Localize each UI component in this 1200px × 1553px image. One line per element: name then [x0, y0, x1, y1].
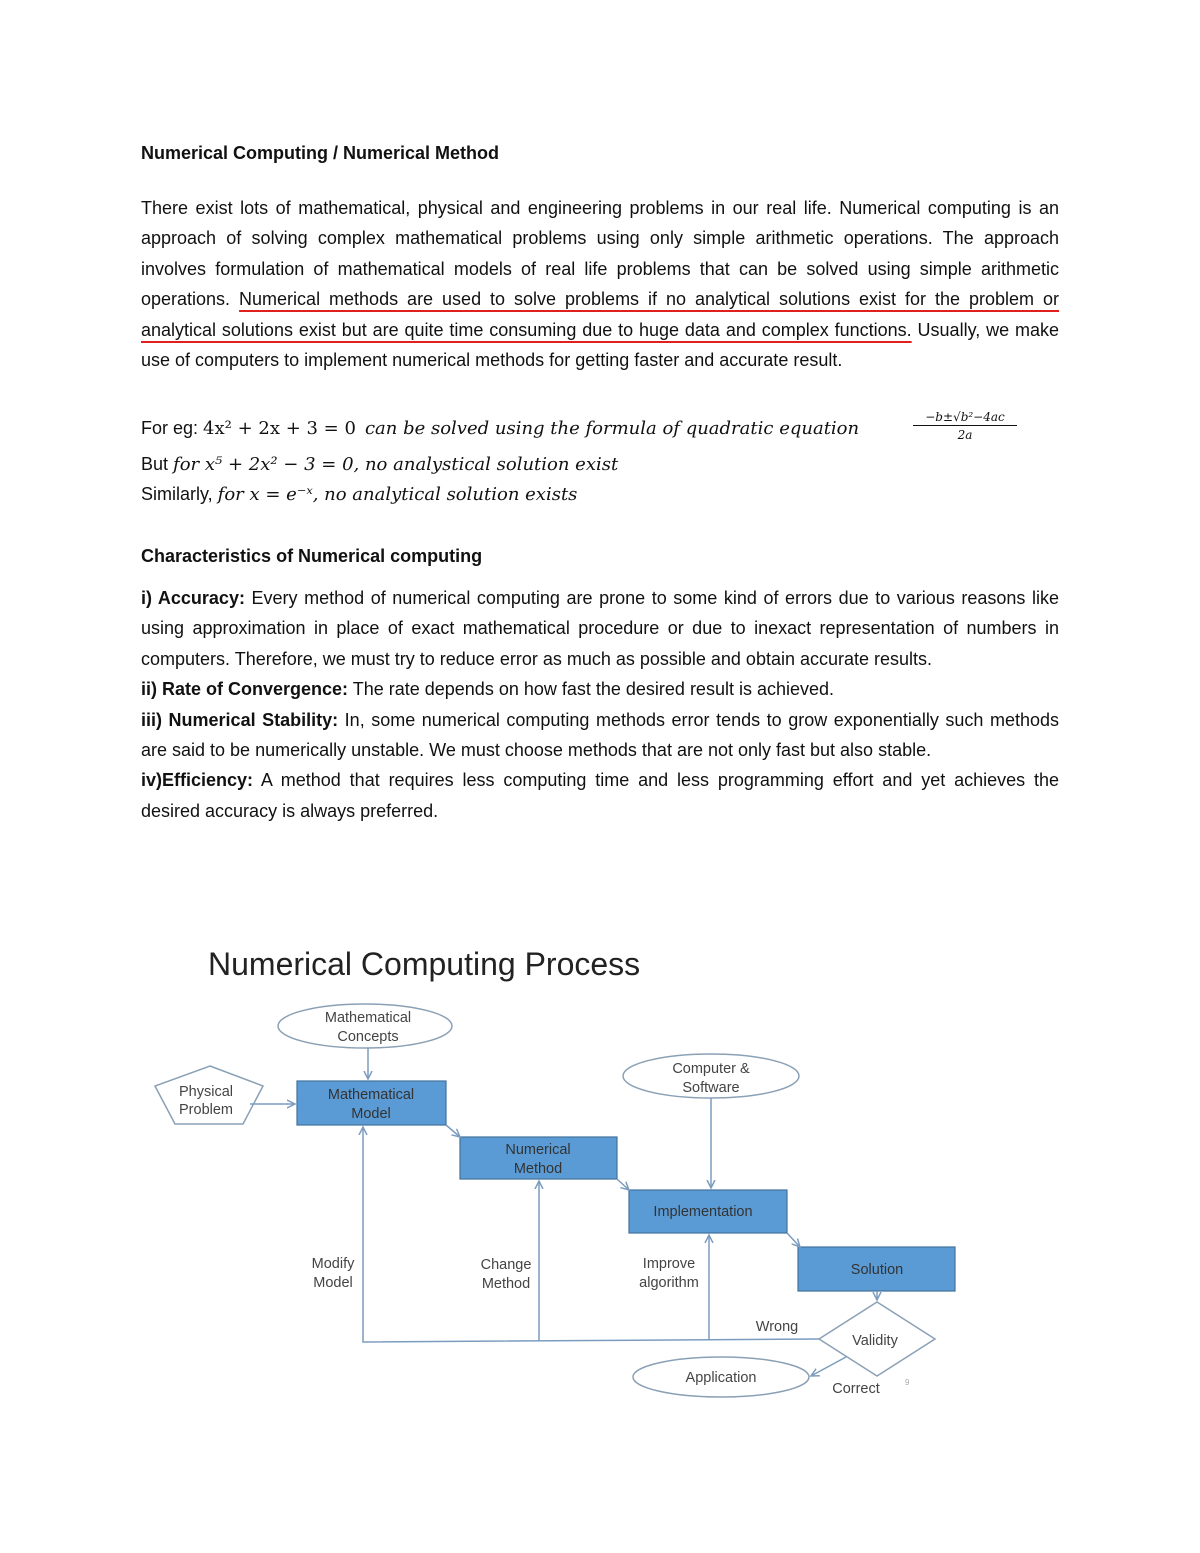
- label-change-method: [481, 1257, 532, 1292]
- underlined-text: Numerical methods are used to solve problems if no analytical solutions exist for the problem or analytical solutions exist but are quite time consuming due to huge data and complex functions.: [141, 289, 1060, 340]
- svg-text:Computer &: Computer &: [672, 1061, 750, 1077]
- example-1-text: can be solved using the formula of quadratic equation: [364, 418, 860, 439]
- diagram-title: Numerical Computing Process: [208, 946, 641, 982]
- svg-text:Validity: Validity: [852, 1333, 898, 1349]
- node-mathematical-model: [297, 1081, 446, 1125]
- svg-text:Method: Method: [513, 1161, 563, 1177]
- page-title: Numerical Computing / Numerical Method: [141, 143, 500, 163]
- label-modify-model: [312, 1256, 355, 1291]
- example-3-prefix: Similarly,: [141, 484, 218, 504]
- characteristic-label: ii) Rate of Convergence:: [141, 679, 349, 700]
- example-2-prefix: But: [141, 454, 174, 474]
- svg-text:Mathematical: Mathematical: [327, 1087, 415, 1103]
- characteristic-text: In, some numerical computing methods error tends to grow exponentially such methods are said to be numerically unstable. We must choose methods that are not only fast but also stable.: [141, 709, 1060, 761]
- node-validity: [819, 1302, 935, 1376]
- label-correct: Correct: [832, 1381, 880, 1397]
- example-3-math: for x = e⁻ˣ, no analytical solution exists: [217, 484, 578, 505]
- svg-text:Solution: Solution: [850, 1262, 904, 1278]
- slide-number: 9: [905, 1378, 910, 1387]
- characteristic-label: i) Accuracy:: [141, 588, 245, 608]
- svg-text:Problem: Problem: [179, 1102, 233, 1118]
- svg-text:algorithm: algorithm: [639, 1275, 699, 1291]
- characteristic-label: iii) Numerical Stability:: [141, 709, 339, 730]
- example-1-prefix: For eg:: [141, 418, 204, 438]
- characteristic-text: Every method of numerical computing are prone to some kind of errors due to various reasons like using approximation in place of exact mathematical procedure or due to inexact representation of numbers in computers. Therefore, we must try to reduce error as much as possible and obtain accurate results.: [141, 588, 1060, 669]
- label-improve-algorithm: [639, 1256, 699, 1291]
- characteristic-label: iv)Efficiency:: [141, 770, 254, 791]
- svg-text:Method: Method: [481, 1276, 531, 1292]
- example-1-equation: 4x² + 2x + 3 = 0: [203, 418, 356, 439]
- node-physical-problem: [155, 1066, 263, 1124]
- svg-text:Numerical: Numerical: [505, 1142, 571, 1158]
- node-application: [633, 1357, 809, 1397]
- svg-text:Mathematical: Mathematical: [324, 1010, 412, 1026]
- characteristics-heading: Characteristics of Numerical computing: [141, 546, 483, 566]
- label-wrong: Wrong: [755, 1319, 799, 1335]
- svg-text:Concepts: Concepts: [337, 1029, 399, 1045]
- svg-text:Model: Model: [313, 1275, 353, 1291]
- example-2-math: for x⁵ + 2x² − 3 = 0, no analystical solution exist: [173, 454, 619, 475]
- node-mathematical-concepts: [278, 1004, 452, 1048]
- characteristic-text: The rate depends on how fast the desired result is achieved.: [348, 679, 835, 700]
- intro-text: There exist lots of mathematical, physical and engineering problems in our real life. Numerical computing is an approach of solving complex mathematical problems using only simple arithmetic operations. The approach involves formulation of mathematical models of real life problems that can be solved using simple arithmetic operations.: [141, 198, 1059, 310]
- svg-text:Change: Change: [480, 1257, 532, 1273]
- svg-text:Modify: Modify: [311, 1256, 355, 1272]
- node-implementation: [629, 1190, 787, 1233]
- node-numerical-method: [460, 1137, 617, 1179]
- intro-tail: Usually, we make use of computers to implement numerical methods for getting faster and accurate result.: [141, 319, 1060, 371]
- formula-denominator: 2a: [957, 428, 973, 442]
- node-solution: [798, 1247, 955, 1291]
- svg-text:Physical: Physical: [179, 1084, 233, 1100]
- svg-text:Implementation: Implementation: [653, 1204, 753, 1220]
- node-computer-software: [623, 1054, 799, 1098]
- svg-text:Software: Software: [682, 1080, 740, 1096]
- svg-text:Model: Model: [351, 1106, 391, 1122]
- svg-text:Improve: Improve: [642, 1256, 696, 1272]
- formula-numerator: −b±√b²−4ac: [913, 410, 1017, 426]
- svg-text:Application: Application: [685, 1370, 757, 1386]
- characteristic-text: A method that requires less computing time and less programming effort and yet achieves the desired accuracy is always preferred.: [141, 770, 1059, 821]
